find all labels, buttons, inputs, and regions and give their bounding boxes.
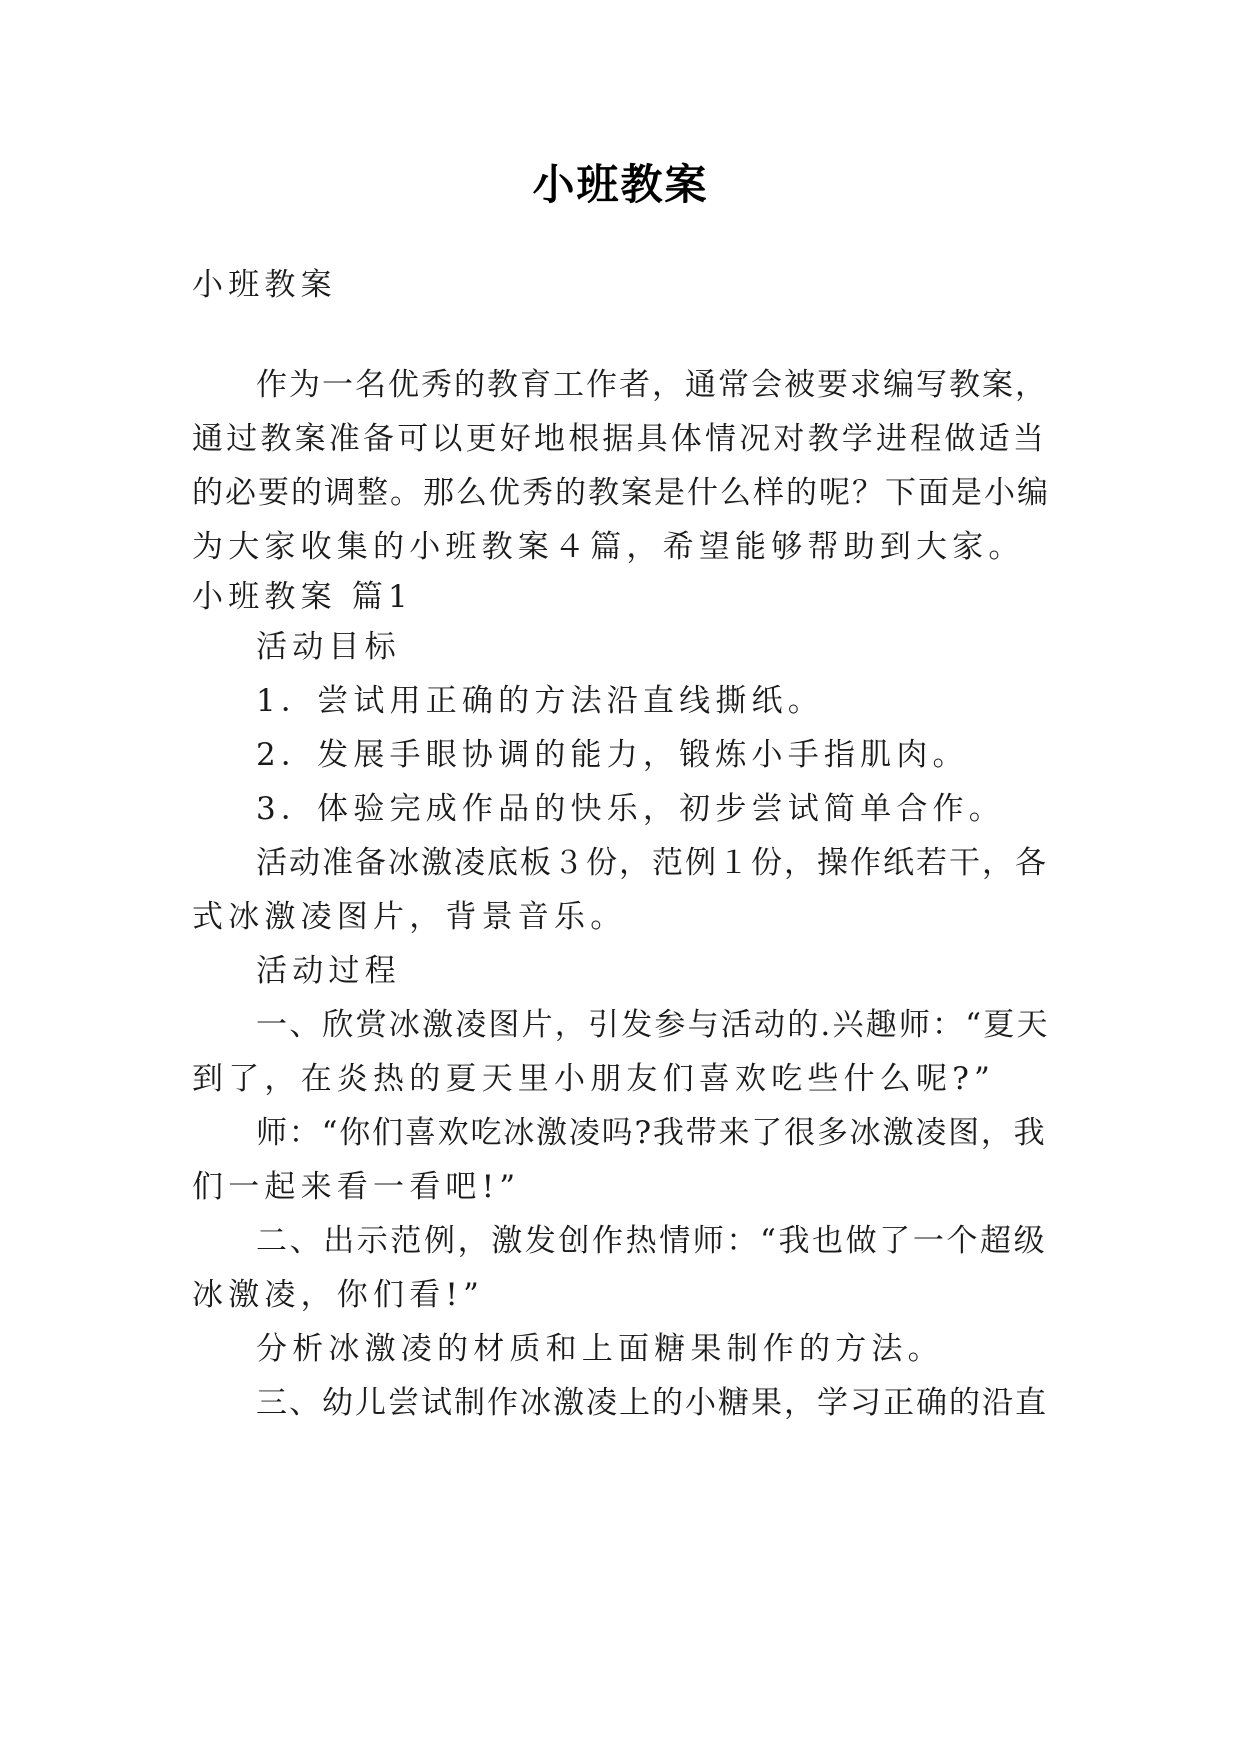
document-title: 小班教案 [532,160,709,209]
list-item: 3．体验完成作品的快乐，初步尝试简单合作。 [256,791,1005,827]
paragraph-line: 活动目标 [256,629,401,665]
paragraph-line: 作为一名优秀的教育工作者，通常会被要求编写教案， [256,367,1048,403]
paragraph-line: 通过教案准备可以更好地根据具体情况对教学进程做适当 [192,421,1047,457]
section-heading: 小班教案 篇1 [192,579,413,615]
paragraph-line: 的必要的调整。那么优秀的教案是什么样的呢？下面是小编 [192,475,1050,511]
paragraph-line: 分析冰激凌的材质和上面糖果制作的方法。 [256,1331,944,1367]
paragraph-line: 式冰激凌图片，背景音乐。 [192,899,627,935]
paragraph-line: 活动准备冰激凌底板３份，范例１份，操作纸若干，各 [256,845,1048,881]
paragraph-line: 冰激凌，你们看!” [192,1277,485,1313]
list-item: 2．发展手眼协调的能力，锻炼小手指肌肉。 [256,737,969,773]
paragraph-line: 们一起来看一看吧!” [192,1169,521,1205]
paragraph-line: 师：“你们喜欢吃冰激凌吗?我带来了很多冰激凌图，我 [256,1115,1047,1151]
paragraph-line: 三、幼儿尝试制作冰激凌上的小糖果，学习正确的沿直 [256,1385,1048,1421]
paragraph-line: 为大家收集的小班教案４篇，希望能够帮助到大家。 [192,529,1025,565]
paragraph-line: 活动过程 [256,953,401,989]
list-item: 1．尝试用正确的方法沿直线撕纸。 [256,683,824,719]
paragraph-line: 一、欣赏冰激凌图片，引发参与活动的.兴趣师：“夏天 [256,1007,1050,1043]
paragraph-line: 二、出示范例，激发创作热情师：“我也做了一个超级 [256,1223,1048,1259]
document-subtitle: 小班教案 [192,267,337,303]
paragraph-line: 到了，在炎热的夏天里小朋友们喜欢吃些什么呢?” [192,1061,996,1097]
